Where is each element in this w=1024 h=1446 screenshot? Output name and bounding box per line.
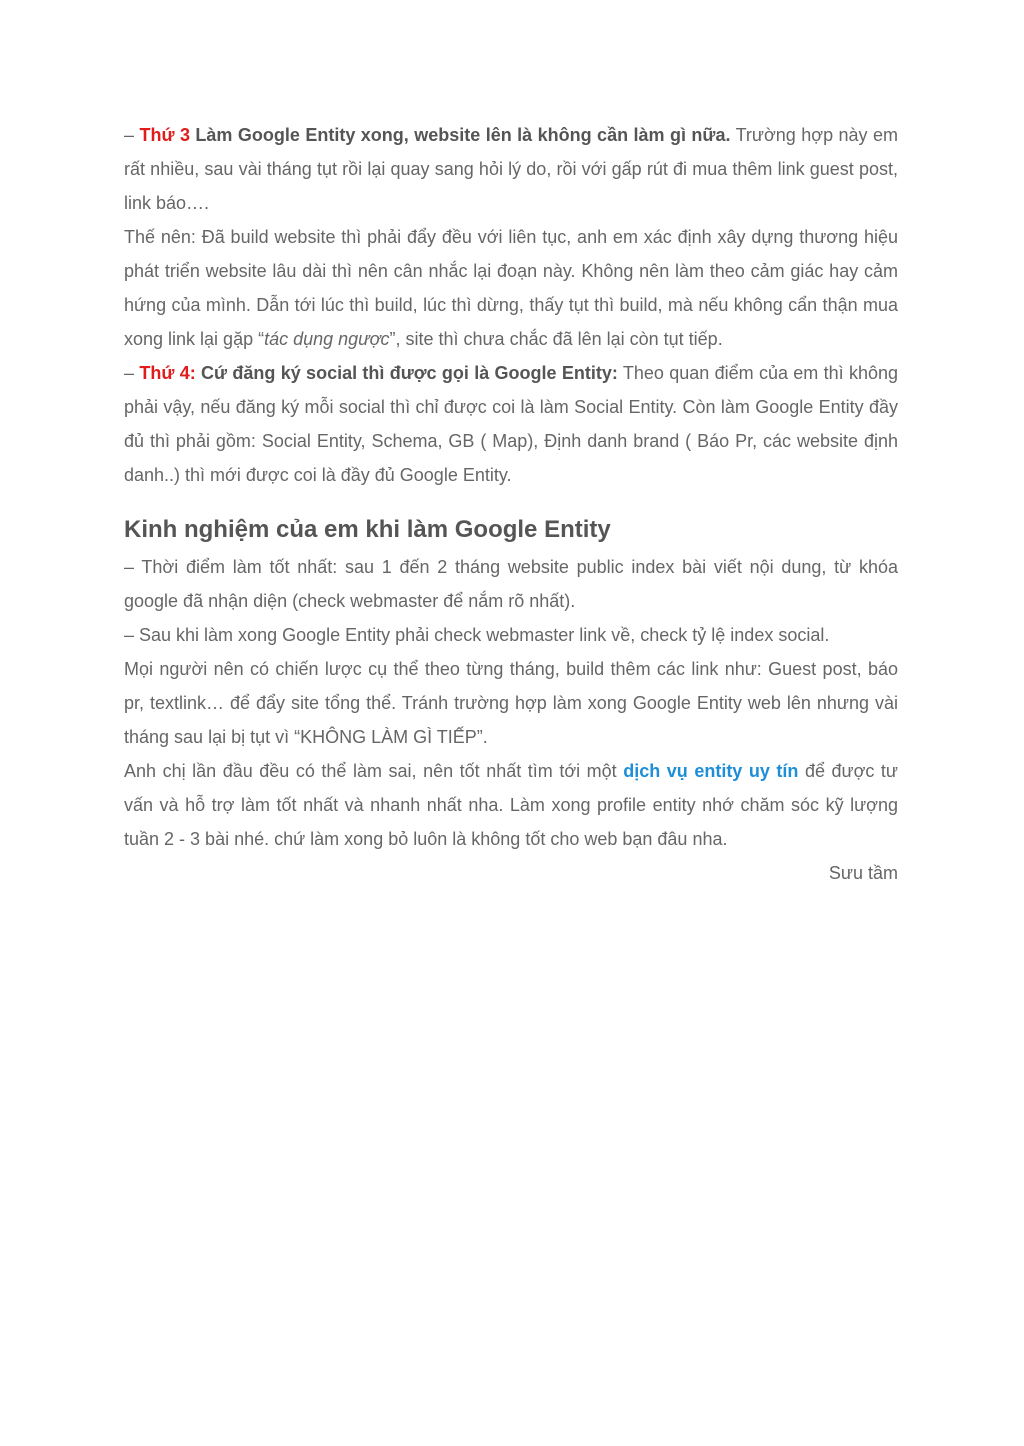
paragraph-anh-chi [124,754,898,856]
dash: – [124,125,140,145]
point-label: Thứ 4: [139,363,196,383]
paragraph-the-nen [124,220,898,356]
italic-phrase: tác dụng ngược [264,329,390,349]
point-label: Thứ 3 [139,125,190,145]
point-text: Trường hợp này em rất nhiều, sau vài tháng tụt rồi lại quay sang hỏi lý do, rồi với gấp rút đi mua thêm link guest post, link báo…. [124,125,899,213]
dash: – [124,363,140,383]
paragraph-thu-4 [124,356,898,492]
paragraph-text: Anh chị lần đầu đều có thể làm sai, nên tốt nhất tìm tới một [124,761,624,781]
point-text: Theo quan điểm của em thì không phải vậy, nếu đăng ký mỗi social thì chỉ được coi là làm Social Entity. Còn làm Google Entity đầy đủ thì phải gồm: Social Entity, Schema, GB ( Map), Định danh brand ( Báo Pr, các website định danh..) thì mới được coi là đầy đủ Google Entity. [124,363,898,485]
document-page [124,118,898,890]
paragraph-text-end: ”, site thì chưa chắc đã lên lại còn tụt tiếp. [389,329,723,349]
paragraph-sau-khi: – Sau khi làm xong Google Entity phải check webmaster link về, check tỷ lệ index social. [124,625,830,645]
paragraph-thoi-diem: – Thời điểm làm tốt nhất: sau 1 đến 2 tháng website public index bài viết nội dung, từ khóa google đã nhận diện (check webmaster để nắm rõ nhất). [124,557,898,611]
paragraph-text: Thế nên: Đã build website thì phải đẩy đều với liên tục, anh em xác định xây dựng thương hiệu phát triển website lâu dài thì nên cân nhắc lại đoạn này. Không nên làm theo cảm giác hay cảm hứng của mình. Dẫn tới lúc thì build, lúc thì dừng, thấy tụt thì build, mà nếu không cẩn thận mua xong link lại gặp “ [124,227,898,349]
paragraph-chien-luoc: Mọi người nên có chiến lược cụ thể theo từng tháng, build thêm các link như: Guest post, báo pr, textlink… để đẩy site tổng thể. Tránh trường hợp làm xong Google Entity web lên nhưng vài tháng sau lại bị tụt vì “KHÔNG LÀM GÌ TIẾP”. [124,659,898,747]
paragraph-thu-3 [124,118,898,220]
signature: Sưu tầm [828,863,898,883]
section-heading: Kinh nghiệm của em khi làm Google Entity [124,516,611,543]
paragraph-text-end: để được tư vấn và hỗ trợ làm tốt nhất và nhanh nhất nha. Làm xong profile entity nhớ chăm sóc kỹ lượng tuần 2 - 3 bài nhé. chứ làm xong bỏ luôn là không tốt cho web bạn đâu nha. [124,761,898,849]
entity-service-link[interactable]: dịch vụ entity uy tín [623,761,799,781]
point-title: Cứ đăng ký social thì được gọi là Google Entity: [195,363,618,383]
point-title: Làm Google Entity xong, website lên là không cần làm gì nữa. [189,125,731,145]
